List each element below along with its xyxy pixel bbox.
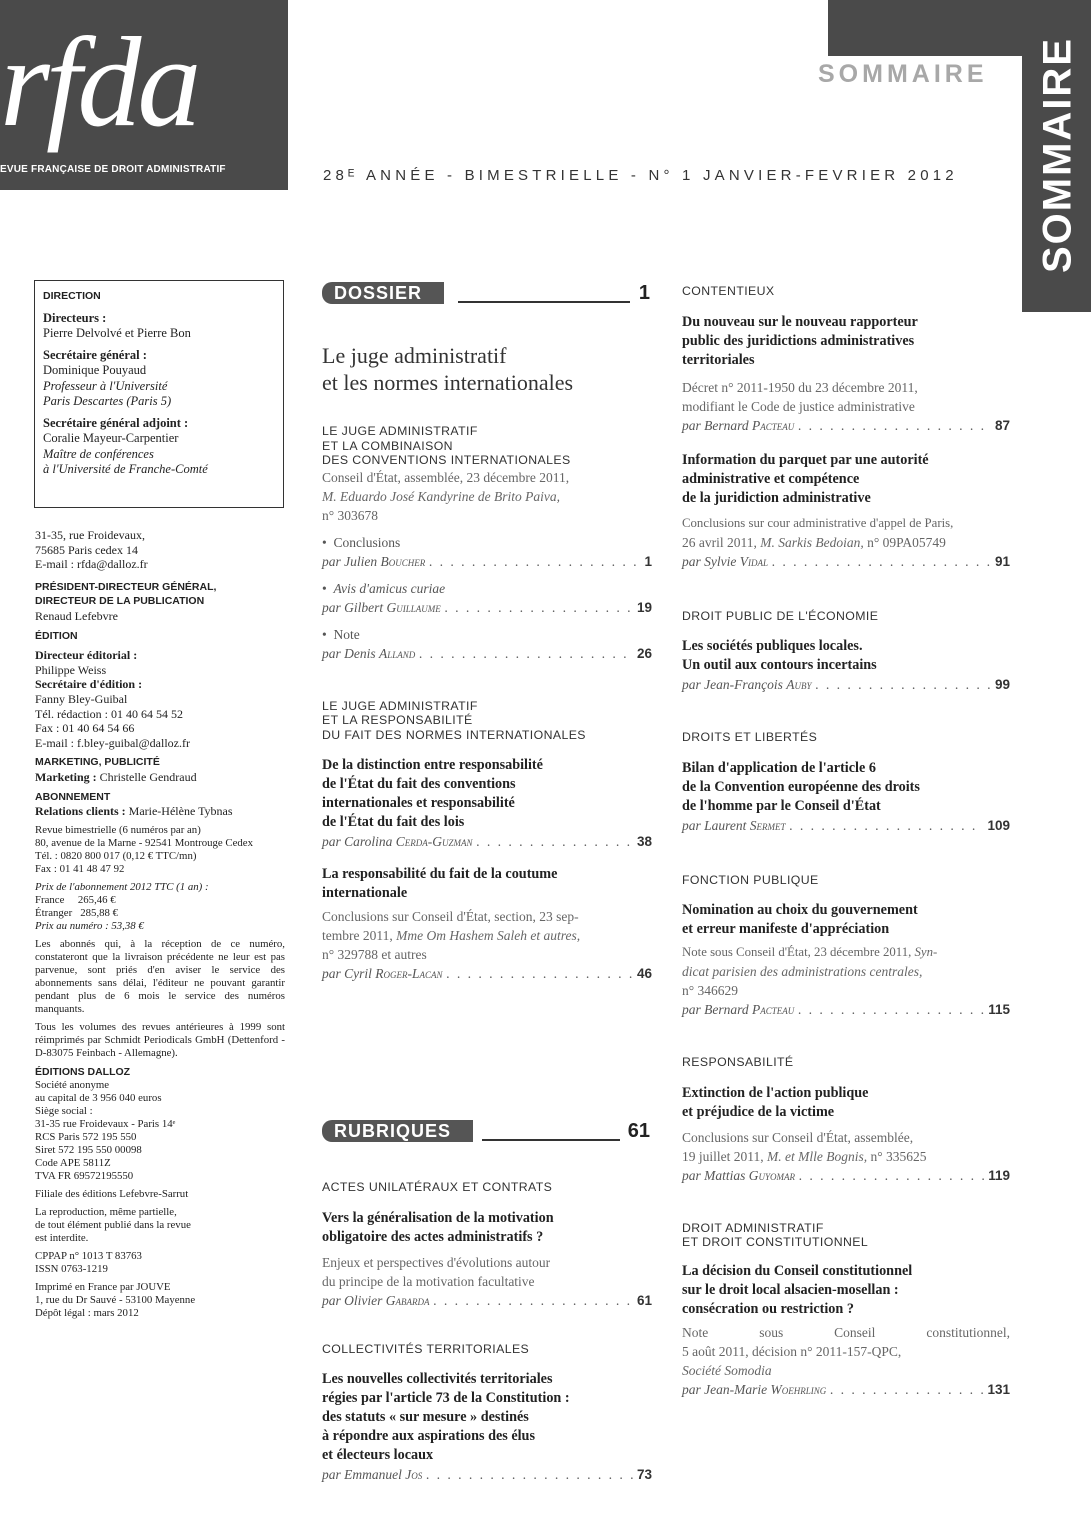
pdg-heading: PRÉSIDENT-DIRECTEUR GÉNÉRAL,: [35, 580, 217, 593]
page-number: 99: [994, 677, 1010, 692]
relations-label: Relations clients :: [35, 804, 126, 819]
rubriques-rule: [482, 1139, 620, 1141]
directeurs-label: Directeurs :: [43, 310, 107, 325]
author-line: par Sylvie Vidal . . . 91: [682, 552, 1010, 571]
issn-line: ISSN 0763-1219: [35, 1263, 108, 1276]
dossier-rule: [458, 301, 630, 303]
editions-heading: ÉDITIONS DALLOZ: [35, 1065, 131, 1078]
article-title: et préjudice de la victime: [682, 1103, 835, 1120]
adjoint-role: Maître de conférences: [43, 446, 154, 461]
article-title: Un outil aux contours incertains: [682, 657, 877, 673]
article-title: La décision du Conseil constitutionnel: [682, 1262, 913, 1279]
editions-line: TVA FR 69572195550: [35, 1170, 134, 1183]
article-title: sur le droit local alsacien-mosellan :: [682, 1281, 899, 1298]
case-reference: modifiant le Code de justice administrative: [682, 398, 915, 414]
case-reference: n° 329788 et autres: [322, 947, 427, 962]
dir-edit-name: Philippe Weiss: [35, 662, 107, 677]
section-heading: RESPONSABILITÉ: [682, 1055, 794, 1069]
vertical-label-text: SOMMAIRE: [1035, 37, 1080, 273]
section-heading: DU FAIT DES NORMES INTERNATIONALES: [322, 727, 586, 742]
case-reference: 19 juillet 2011, M. et Mlle Bognis, n° 335625: [682, 1148, 927, 1164]
editions-line: RCS Paris 572 195 550: [35, 1131, 137, 1144]
article-title: Bilan d'application de l'article 6: [682, 759, 876, 776]
dir-edit-label: Directeur éditorial :: [35, 648, 138, 663]
article-title: de l'homme par le Conseil d'État: [682, 797, 881, 814]
case-reference: Conclusions sur cour administrative d'appel de Paris,: [682, 515, 954, 530]
abonnes-notice: Les abonnés qui, à la réception de ce numéro, constateront que la livraison précédente ne leur est pas parvenue, sont priés d'en aviser le service des abonnements sans délai, l'éditeur ne pouvant garantir pendant plus de 6 mois le service des numéros manquants.: [35, 937, 285, 1015]
page-number: 115: [988, 1002, 1010, 1017]
author-line: par Laurent Sermet . . . 109: [682, 816, 1010, 835]
article-title: administrative et compétence: [682, 470, 860, 487]
rev-line: 80, avenue de la Marne - 92541 Montrouge Cedex: [35, 836, 253, 849]
case-reference: M. Eduardo José Kandyrine de Brito Paiva,: [322, 488, 560, 504]
dossier-bar: [322, 282, 650, 304]
issue-line: 28ᴱ ANNÉE - BIMESTRIELLE - N° 1 JANVIER-FEVRIER 2012: [323, 167, 958, 184]
bullet-item: • Avis d'amicus curiae: [322, 580, 446, 596]
article-title: et électeurs locaux: [322, 1447, 434, 1463]
adjoint-label: Secrétaire général adjoint :: [43, 415, 189, 430]
imprint-column: [35, 528, 285, 1320]
volumes-notice: Tous les volumes des revues antérieures à 1999 sont réimprimés par Schmidt Periodicals GmbH (Dettenford - D-83075 Feinbach - Allemagne).: [35, 1020, 285, 1059]
editions-line: Code APE 5811Z: [35, 1157, 111, 1170]
article-title: La responsabilité du fait de la coutume: [322, 866, 558, 882]
article-title: des statuts « sur mesure » destinés: [322, 1409, 529, 1425]
case-reference: 26 avril 2011, M. Sarkis Bedoian, n° 09PA05749: [682, 534, 946, 550]
prix-heading: Prix de l'abonnement 2012 TTC (1 an) :: [35, 880, 209, 893]
editions-line: Siège social :: [35, 1105, 93, 1118]
case-reference: n° 303678: [322, 507, 379, 523]
section-heading: ACTES UNILATÉRAUX ET CONTRATS: [322, 1180, 553, 1194]
sec-edit-label: Secrétaire d'édition :: [35, 677, 143, 692]
rubriques-content: [322, 1180, 652, 1484]
author-line: par Julien Boucher . . . 1: [322, 552, 652, 571]
dossier-label: DOSSIER: [322, 282, 444, 304]
page-number: 1: [644, 553, 652, 569]
article-title: Du nouveau sur le nouveau rapporteur: [682, 313, 918, 330]
fax-line: Fax : 01 40 64 54 66: [35, 721, 135, 736]
prix-france: France 265,46 €: [35, 893, 116, 906]
author-line: par Bernard Pacteau . . . 87: [682, 416, 1010, 435]
editions-line: 31-35 rue Froidevaux - Paris 14ᵉ: [35, 1118, 176, 1131]
marketing-name: Christelle Gendraud: [99, 769, 197, 784]
case-reference: dicat parisien des administrations centrales,: [682, 964, 923, 979]
print-line: Imprimé en France par JOUVE: [35, 1281, 171, 1294]
journal-logo: rfda: [0, 11, 198, 153]
page-number: 119: [988, 1167, 1010, 1183]
section-title: SOMMAIRE: [818, 60, 988, 88]
article-title: de l'État du fait des lois: [322, 814, 465, 830]
author-line: par Gilbert Guillaume . . . 19: [322, 598, 652, 617]
section-heading: COLLECTIVITÉS TERRITORIALES: [322, 1341, 530, 1356]
section-heading: ET LA RESPONSABILITÉ: [322, 713, 473, 727]
prix-etranger: Étranger 285,88 €: [35, 906, 119, 919]
article-title: internationales et responsabilité: [322, 795, 515, 811]
pdg-heading: DIRECTEUR DE LA PUBLICATION: [35, 595, 205, 608]
secretaire-role: Paris Descartes (Paris 5): [43, 394, 172, 408]
article-title: Information du parquet par une autorité: [682, 451, 929, 468]
bullet-item: • Conclusions: [322, 534, 401, 550]
rubriques-page: 61: [627, 1120, 650, 1142]
rubriques-bar: [322, 1120, 650, 1142]
marketing-heading: MARKETING, PUBLICITÉ: [35, 756, 160, 769]
rubriques-label: RUBRIQUES: [322, 1120, 473, 1142]
page-number: 87: [994, 417, 1010, 433]
article-subtitle: Enjeux et perspectives d'évolutions autour: [322, 1254, 551, 1270]
right-column: [682, 284, 1010, 1399]
case-reference: n° 346629: [682, 983, 739, 998]
article-title: et erreur manifeste d'appréciation: [682, 921, 890, 937]
prix-numero: Prix au numéro : 53,38 €: [35, 919, 144, 932]
directeurs-names: Pierre Delvolvé et Pierre Bon: [43, 326, 191, 340]
page-number: 46: [636, 966, 652, 981]
page-number: 131: [987, 1381, 1010, 1397]
article-title: de la juridiction administrative: [682, 489, 871, 506]
case-reference: Conseil d'État, assemblée, 23 décembre 2011,: [322, 469, 570, 485]
print-line: 1, rue du Dr Sauvé - 53100 Mayenne: [35, 1294, 196, 1307]
author-line: par Emmanuel Jos . . . 73: [322, 1465, 652, 1484]
sommaire-vertical-label: [1036, 6, 1080, 304]
article-title: territoriales: [682, 351, 755, 368]
article-title: de la Convention européenne des droits: [682, 778, 920, 795]
filiale-line: Filiale des éditions Lefebvre-Sarrut: [35, 1188, 189, 1201]
abonnement-heading: ABONNEMENT: [35, 790, 111, 803]
pdg-name: Renaud Lefebvre: [35, 608, 118, 623]
cppap-line: CPPAP n° 1013 T 83763: [35, 1250, 142, 1263]
page-number: 73: [636, 1467, 652, 1482]
repro-line: La reproduction, même partielle,: [35, 1206, 177, 1219]
page-number: 19: [636, 599, 652, 615]
article-title: Les sociétés publiques locales.: [682, 638, 863, 654]
article-title: obligatoire des actes administratifs ?: [322, 1228, 544, 1245]
bullet-item: • Note: [322, 626, 360, 642]
article-title: à répondre aux aspirations des élus: [322, 1428, 535, 1444]
direction-box: [34, 280, 284, 508]
author-line: par Denis Alland . . . 26: [322, 644, 652, 663]
relations-name: Marie-Hélène Tybnas: [128, 804, 233, 819]
editions-line: Siret 572 195 550 00098: [35, 1144, 142, 1157]
dossier-content: [322, 342, 652, 983]
email-line: E-mail : rfda@dalloz.fr: [35, 557, 148, 572]
article-title: régies par l'article 73 de la Constitution :: [322, 1390, 570, 1406]
article-title: Nomination au choix du gouvernement: [682, 902, 918, 918]
page-number: 109: [987, 817, 1010, 833]
page-number: 26: [636, 645, 652, 661]
article-title: internationale: [322, 885, 408, 901]
article-title: Les nouvelles collectivités territoriales: [322, 1371, 553, 1387]
article-title: De la distinction entre responsabilité: [322, 757, 543, 773]
secretaire-label: Secrétaire général :: [43, 347, 147, 362]
journal-tagline: EVUE FRANÇAISE DE DROIT ADMINISTRATIF: [0, 164, 226, 175]
section-heading: DES CONVENTIONS INTERNATIONALES: [322, 453, 571, 467]
tel-line: Tél. rédaction : 01 40 64 54 52: [35, 706, 183, 721]
case-reference: 5 août 2011, décision n° 2011-157-QPC,: [682, 1343, 902, 1359]
page-number: 38: [636, 834, 652, 849]
article-subtitle: du principe de la motivation facultative: [322, 1273, 535, 1289]
section-heading: CONTENTIEUX: [682, 284, 775, 298]
editions-line: au capital de 3 956 040 euros: [35, 1092, 162, 1105]
author-line: par Jean-François Auby . . . 99: [682, 675, 1010, 694]
section-heading: DROITS ET LIBERTÉS: [682, 730, 818, 744]
section-heading: ET LA COMBINAISON: [322, 438, 453, 453]
article-title: public des juridictions administratives: [682, 332, 915, 349]
case-reference: Conclusions sur Conseil d'État, assemblée,: [682, 1129, 914, 1145]
section-heading: LE JUGE ADMINISTRATIF: [322, 698, 478, 713]
adjoint-name: Coralie Mayeur-Carpentier: [43, 431, 179, 445]
editions-line: Société anonyme: [35, 1079, 110, 1092]
dossier-title: et les normes internationales: [322, 370, 574, 395]
section-heading: ET DROIT CONSTITUTIONNEL: [682, 1235, 869, 1249]
edition-heading: ÉDITION: [35, 629, 78, 642]
case-reference: Décret n° 2011-1950 du 23 décembre 2011,: [682, 379, 918, 395]
case-reference: tembre 2011, Mme Om Hashem Saleh et autres,: [322, 928, 581, 943]
rev-line: Revue bimestrielle (6 numéros par an): [35, 823, 201, 836]
page-number: 91: [994, 553, 1010, 569]
author-line: par Mattias Guyomar . . . 119: [682, 1166, 1010, 1185]
author-line: par Cyril Roger-Lacan . . . 46: [322, 964, 652, 983]
rev-line: Tél. : 0820 800 017 (0,12 € TTC/mn): [35, 849, 197, 862]
dossier-title: Le juge administratif: [322, 343, 507, 368]
address-line: 31-35, rue Froidevaux,: [35, 528, 145, 542]
secretaire-role: Professeur à l'Université: [43, 378, 168, 393]
address-line: 75685 Paris cedex 14: [35, 542, 138, 557]
section-heading: LE JUGE ADMINISTRATIF: [322, 424, 478, 438]
case-reference: Conclusions sur Conseil d'État, section, 23 sep-: [322, 909, 579, 924]
marketing-label: Marketing :: [35, 769, 97, 784]
repro-line: de tout élément publié dans la revue: [35, 1219, 191, 1232]
adjoint-role: à l'Université de Franche-Comté: [43, 462, 208, 476]
dossier-page: 1: [638, 282, 650, 304]
rev-line: Fax : 01 41 48 47 92: [35, 862, 125, 875]
article-title: de l'État du fait des conventions: [322, 776, 516, 792]
author-line: par Carolina Cerda-Guzman . . . 38: [322, 832, 652, 851]
article-title: consécration ou restriction ?: [682, 1300, 854, 1317]
case-reference: Note sous Conseil d'État, 23 décembre 2011, Syn-: [682, 945, 938, 959]
sec-edit-name: Fanny Bley-Guibal: [35, 691, 128, 706]
direction-heading: DIRECTION: [43, 290, 101, 302]
case-reference: Note sous Conseil constitutionnel,: [682, 1324, 1010, 1340]
email-line: E-mail : f.bley-guibal@dalloz.fr: [35, 735, 190, 750]
section-heading: FONCTION PUBLIQUE: [682, 872, 819, 887]
article-title: Extinction de l'action publique: [682, 1084, 869, 1101]
author-line: par Jean-Marie Woehrling . . . 131: [682, 1380, 1010, 1399]
case-reference: Société Somodia: [682, 1362, 772, 1378]
repro-line: est interdite.: [35, 1232, 89, 1245]
page-number: 61: [636, 1292, 652, 1308]
article-title: Vers la généralisation de la motivation: [322, 1209, 554, 1226]
section-heading: DROIT PUBLIC DE L'ÉCONOMIE: [682, 608, 879, 623]
secretaire-name: Dominique Pouyaud: [43, 363, 147, 377]
author-line: par Olivier Gabarda . . . 61: [322, 1291, 652, 1310]
depot-line: Dépôt légal : mars 2012: [35, 1307, 139, 1320]
section-heading: DROIT ADMINISTRATIF: [682, 1220, 824, 1235]
author-line: par Bernard Pacteau . . . 115: [682, 1000, 1010, 1019]
